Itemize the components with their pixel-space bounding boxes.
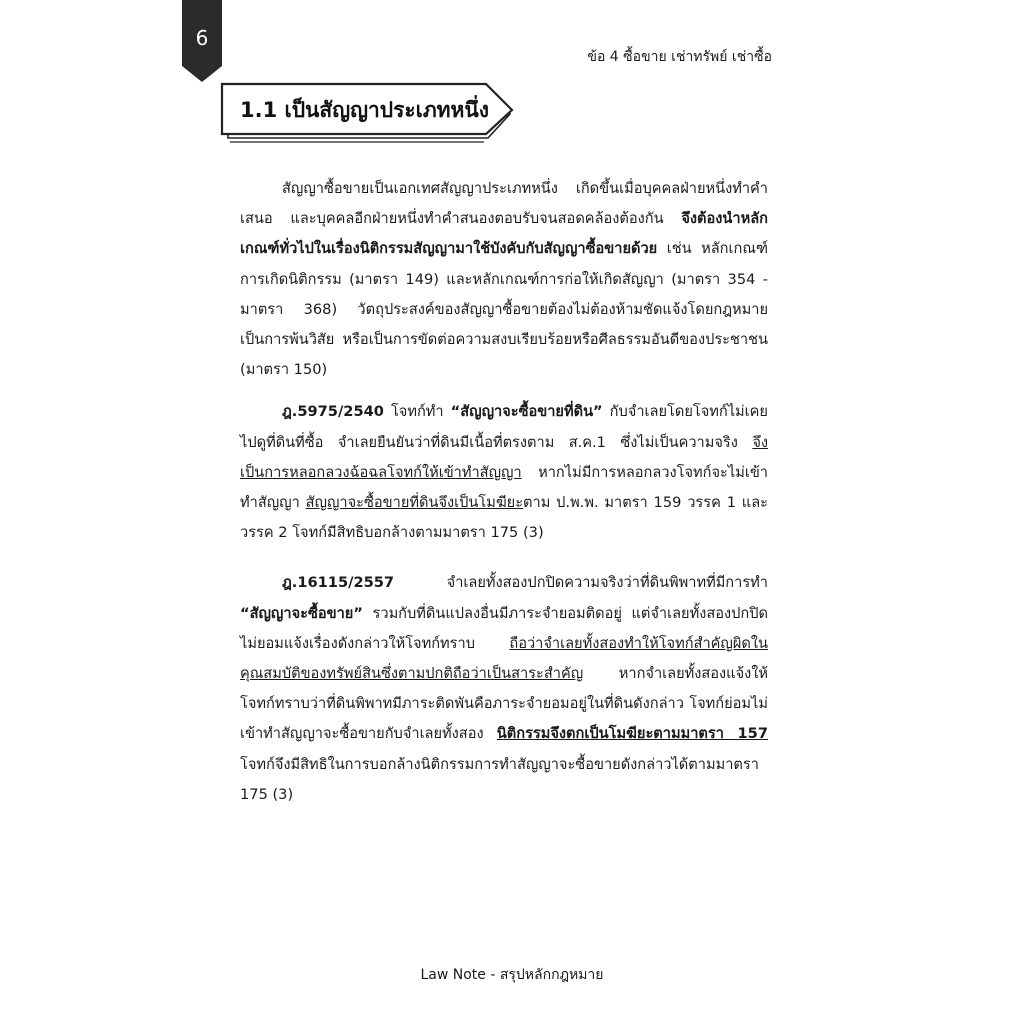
bold-underlined-text: นิติกรรมจึงตกเป็นโมฆียะตามมาตรา 157 — [496, 725, 768, 743]
text-run: จำเลยทั้งสองปกปิดความจริงว่าที่ดินพิพาทที่มีการทำ — [394, 574, 768, 592]
page-number-tab — [182, 0, 222, 82]
running-head: ข้อ 4 ซื้อขาย เช่าทรัพย์ เช่าซื้อ — [587, 49, 772, 65]
page-number: 6 — [195, 26, 209, 50]
case-number: ฎ.5975/2540 — [282, 403, 384, 421]
case-number: ฎ.16115/2557 — [282, 574, 395, 592]
text-run: สัญญาซื้อขายเป็นเอกเทศสัญญาประเภทหนึ่ง เกิดขึ้นเมื่อบุคคลฝ่ายหนึ่งทำคำเสนอ และบุคคลอีกฝ่ายหนึ่งทำคำสนองตอบรับจนสอดคล้องต้องกัน — [240, 180, 768, 228]
paragraph-case-2 — [240, 568, 768, 810]
text-run: โจทก์ทำ — [383, 403, 451, 421]
body-text — [240, 174, 768, 810]
text-run: หากไม่มีการหลอกลวงโจทก์จะไม่เข้าทำสัญญา — [240, 463, 768, 512]
text-run: เช่น หลักเกณฑ์การเกิดนิติกรรม (มาตรา 149) และหลักเกณฑ์การก่อให้เกิดสัญญา (มาตรา 354 - มาตรา 368) วัตถุประสงค์ของสัญญาซื้อขายต้องไม่ต้องห้ามชัดแจ้งโดยกฎหมาย เป็นการพ้นวิสัย หรือเป็นการขัดต่อความสงบเรียบร้อยหรือศีลธรรมอันดีของประชาชน (มาตรา 150) — [240, 240, 768, 379]
text-run: หากจำเลยทั้งสองแจ้งให้โจทก์ทราบว่าที่ดินพิพาทมีภาระติดพันคือภาระจำยอมอยู่ในที่ดินดังกล่าว โจทก์ย่อมไม่เข้าทำสัญญาจะซื้อขายกับจำเลยทั้งสอง — [240, 665, 768, 743]
bold-text: จึงต้องนำหลักเกณฑ์ทั่วไปในเรื่องนิติกรรมสัญญามาใช้บังคับกับสัญญาซื้อขายด้วย — [240, 210, 768, 258]
text-run: กับจำเลยโดยโจทก์ไม่เคยไปดูที่ดินที่ซื้อ จำเลยยืนยันว่าที่ดินมีเนื้อที่ตรงตาม ส.ค.1 ซึ่งไม่เป็นความจริง — [240, 403, 768, 451]
page-footer: Law Note - สรุปหลักกฎหมาย — [420, 967, 604, 983]
text-run: รวมกับที่ดินแปลงอื่นมีภาระจำยอมติดอยู่ แต่จำเลยทั้งสองปกปิดไม่ยอมแจ้งเรื่องดังกล่าวให้โจทก์ทราบ — [240, 604, 768, 652]
underlined-text: จึงเป็นการหลอกลวงฉ้อฉลโจทก์ให้เข้าทำสัญญา — [240, 433, 768, 481]
bold-text: “สัญญาจะซื้อขาย” — [240, 604, 363, 622]
paragraph-case-1 — [240, 397, 768, 548]
bold-text: “สัญญาจะซื้อขายที่ดิน” — [450, 403, 603, 421]
section-heading: 1.1 เป็นสัญญาประเภทหนึ่ง — [240, 98, 489, 122]
underlined-text: สัญญาจะซื้อขายที่ดินจึงเป็นโมฆียะ — [305, 494, 524, 512]
section-heading-banner — [218, 76, 518, 148]
underlined-text: ถือว่าจำเลยทั้งสองทำให้โจทก์สำคัญผิดในคุณสมบัติของทรัพย์สินซึ่งตามปกติถือว่าเป็นสาระสำคัญ — [240, 634, 768, 683]
text-run: โจทก์จึงมีสิทธิในการบอกล้างนิติกรรมการทำสัญญาจะซื้อขายดังกล่าวได้ตามมาตรา 175 (3) — [240, 755, 759, 803]
paragraph-intro — [240, 174, 768, 385]
text-run: ตาม ป.พ.พ. มาตรา 159 วรรค 1 และวรรค 2 โจทก์มีสิทธิบอกล้างตามมาตรา 175 (3) — [240, 494, 768, 542]
